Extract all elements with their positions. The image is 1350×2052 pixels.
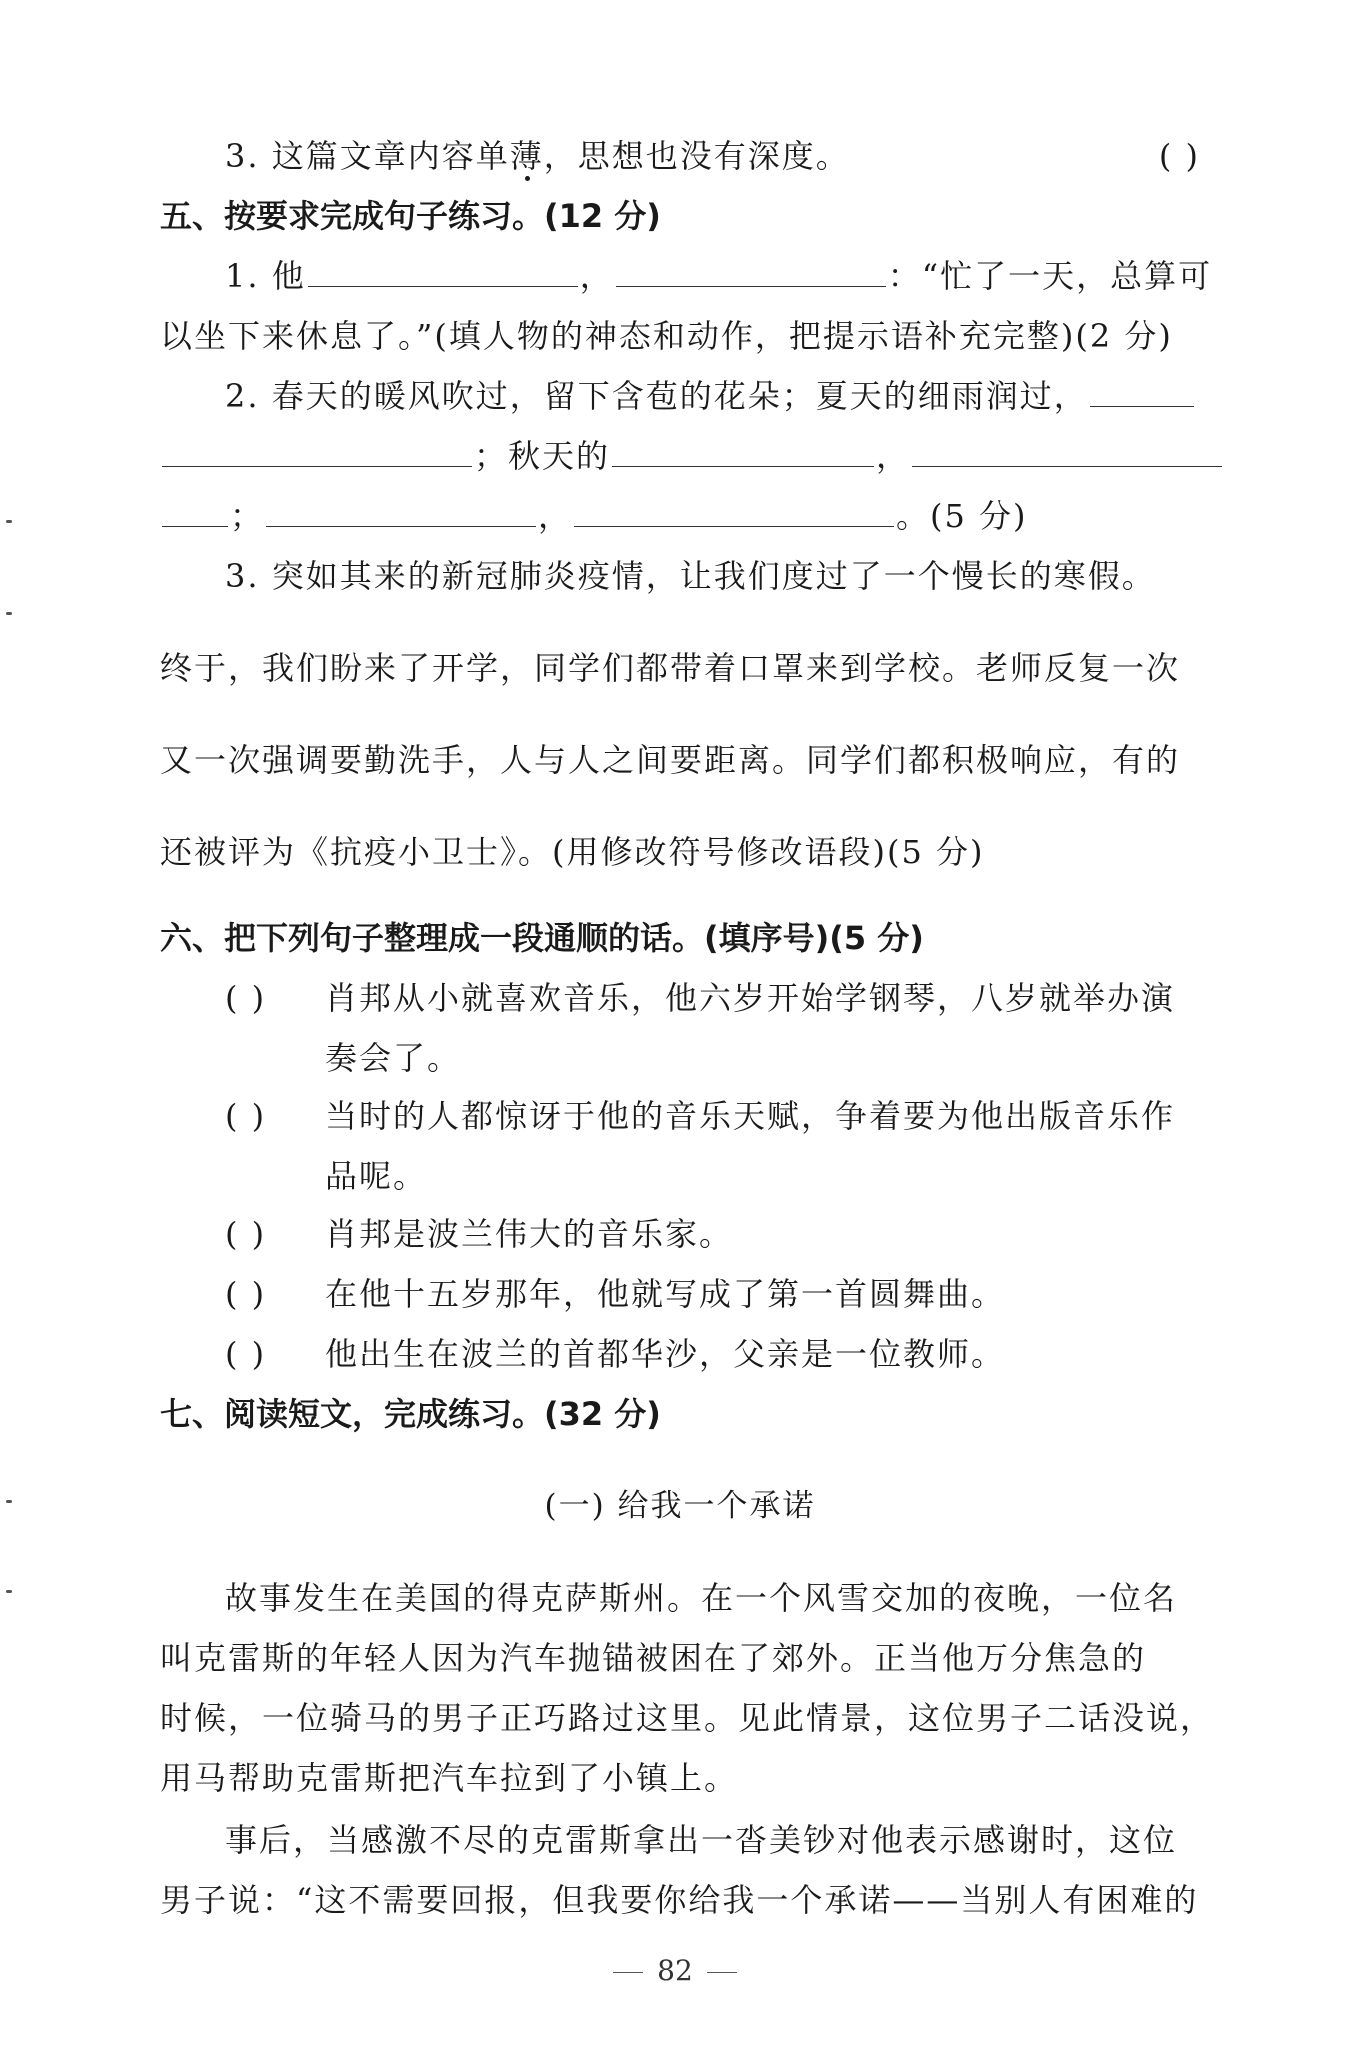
order-text: 他出生在波兰的首都华沙，父亲是一位教师。 xyxy=(325,1335,1006,1373)
s5-item1-line1 xyxy=(225,254,1265,298)
s5-item3-line3: 又一次强调要勤洗手，人与人之间要距离。同学们都积极响应，有的 xyxy=(160,741,1181,779)
punct: ； xyxy=(230,497,265,535)
s5-item3-line1: 3. 突如其来的新冠肺炎疫情，让我们度过了一个慢长的寒假。 xyxy=(225,557,1156,595)
punct: ， xyxy=(538,497,573,535)
passage-line: 用马帮助克雷斯把汽车拉到了小镇上。 xyxy=(160,1759,739,1797)
punct: ， xyxy=(876,437,911,475)
page-dash xyxy=(707,1972,737,1973)
order-paren[interactable]: ( ) xyxy=(225,1097,267,1135)
section5-heading: 五、按要求完成句子练习。(12 分) xyxy=(160,197,661,235)
page-number xyxy=(0,1954,1350,1987)
order-text-line: 当时的人都惊讶于他的音乐天赋，争着要为他出版音乐作 xyxy=(325,1097,1176,1135)
s5-item2-autumn: ；秋天的 xyxy=(474,437,611,475)
s5-item1-quote: ：“忙了一天，总算可 xyxy=(887,257,1213,295)
passage-line: 男子说：“这不需要回报，但我要你给我一个承诺——当别人有困难的 xyxy=(160,1881,1199,1919)
order-item xyxy=(225,1094,1205,1195)
q4-item3-text: 3. 这篇文章内容单 xyxy=(225,137,510,175)
passage-line: 叫克雷斯的年轻人因为汽车抛锚被困在了郊外。正当他万分焦急的 xyxy=(160,1639,1147,1677)
order-text-line: 肖邦从小就喜欢音乐，他六岁开始学钢琴，八岁就举办演 xyxy=(325,979,1176,1017)
dotted-char: 薄 xyxy=(509,137,544,175)
s5-item2-line1 xyxy=(225,374,1265,418)
answer-blank[interactable] xyxy=(912,436,1222,467)
scan-mark xyxy=(6,612,12,615)
answer-paren[interactable]: ( ) xyxy=(1158,137,1200,175)
answer-blank[interactable] xyxy=(162,496,228,527)
answer-blank[interactable] xyxy=(1090,376,1194,407)
order-text: 在他十五岁那年，他就写成了第一首圆舞曲。 xyxy=(325,1275,1006,1313)
passage-line: 事后，当感激不尽的克雷斯拿出一沓美钞对他表示感谢时，这位 xyxy=(225,1821,1178,1859)
passage-line: 故事发生在美国的得克萨斯州。在一个风雪交加的夜晚，一位名 xyxy=(225,1579,1178,1617)
answer-blank[interactable] xyxy=(574,496,894,527)
scan-mark xyxy=(6,1590,12,1593)
order-paren[interactable]: ( ) xyxy=(225,1335,267,1373)
section6-heading: 六、把下列句子整理成一段通顺的话。(填序号)(5 分) xyxy=(160,919,924,957)
order-paren[interactable]: ( ) xyxy=(225,1275,267,1313)
order-text-line: 品呢。 xyxy=(325,1157,428,1195)
answer-blank[interactable] xyxy=(266,496,536,527)
page-number-text: 82 xyxy=(657,1954,693,1987)
scan-mark xyxy=(6,1500,12,1503)
scan-mark xyxy=(6,520,12,523)
order-text-line: 奏会了。 xyxy=(325,1039,462,1077)
order-text xyxy=(325,1094,1205,1198)
q4-item3 xyxy=(225,134,1200,178)
order-text: 肖邦是波兰伟大的音乐家。 xyxy=(325,1215,734,1253)
q4-item3-text-tail: ，思想也没有深度。 xyxy=(543,137,850,175)
answer-blank[interactable] xyxy=(616,256,886,287)
order-item xyxy=(225,976,1205,1077)
s5-item2-line3 xyxy=(160,494,1200,538)
s5-item3-line2: 终于，我们盼来了开学，同学们都带着口罩来到学校。老师反复一次 xyxy=(160,649,1181,687)
passage-title: (一) 给我一个承诺 xyxy=(544,1488,816,1524)
s5-item2-text: 2. 春天的暖风吹过，留下含苞的花朵；夏天的细雨润过， xyxy=(225,377,1088,415)
order-paren[interactable]: ( ) xyxy=(225,979,267,1017)
s5-item2-line2 xyxy=(160,434,1200,478)
section7-heading: 七、阅读短文，完成练习。(32 分) xyxy=(160,1395,661,1433)
order-item xyxy=(225,1272,1205,1316)
order-item xyxy=(225,1212,1205,1256)
s5-item1-line2: 以坐下来休息了。”(填人物的神态和动作，把提示语补充完整)(2 分) xyxy=(160,317,1173,355)
answer-blank[interactable] xyxy=(308,256,578,287)
answer-blank[interactable] xyxy=(162,436,472,467)
order-paren[interactable]: ( ) xyxy=(225,1215,267,1253)
s5-item3-line4: 还被评为《抗疫小卫士》。(用修改符号修改语段)(5 分) xyxy=(160,833,985,871)
order-item xyxy=(225,1332,1205,1376)
punct: ， xyxy=(579,257,614,295)
s5-item1-lead: 1. 他 xyxy=(225,257,306,295)
answer-blank[interactable] xyxy=(612,436,874,467)
s5-item2-score: 。(5 分) xyxy=(896,497,1028,535)
page-dash xyxy=(613,1972,643,1973)
passage-line: 时候，一位骑马的男子正巧路过这里。见此情景，这位男子二话没说， xyxy=(160,1699,1215,1737)
order-text xyxy=(325,976,1205,1080)
